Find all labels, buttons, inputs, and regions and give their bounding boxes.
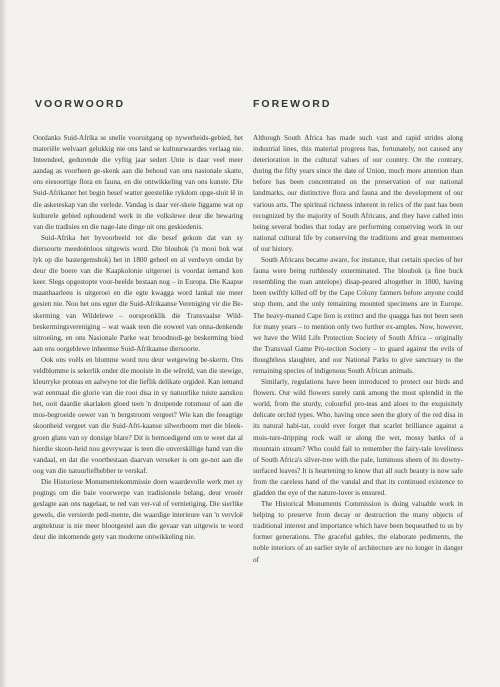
paragraph: Oordanks Suid-Afrika se snelle vooruitgang op nywerheids-gebied, het materiële welvaart gelukkig nie ons land se kultuurwaardes verlaag nie. Inteendeel, gedurende die vyftig jaar sedert Unie is daar veel meer aandag as voorheen ge-skenk aan die behoud van ons nasionale skatte, ons eiesoortige flora en fauna, en die ontwikkeling van ons kunste. Die Suid-Afrikaner het begin besef watter geestelike rykdom opge-sluit lê in die asketeskap van die verlede. Vandag is daar ver-skeie liggame wat op kulturele gebied ophoudend werk in die volkslewe deur die bewaring van die tradisies en die nage-late dinge uit ons geskiedenis. <box>33 134 243 231</box>
paragraph: The Historical Monuments Commission is doing valuable work in helping to preserve from decay or destruction the many objects of traditional interest and importance which have been bequeathed to us by former generations. The graceful gables, the elaborate pediments, the noble interiors of an earlier style of architecture are no longer in danger of <box>253 500 463 564</box>
page-gutter-shadow <box>0 0 7 687</box>
paragraph: Suid-Afrika het byvoorbeeld tot die besef gekom dat van sy diersoorte meedoënloos uitgewis word. Die bloubok ('n mooi bok wat lyk op die bastergemsbok) het in 1800 geheel en al verdwyn omdat hy deur die boere van die Kaapkolonie uitgeroei is voordat iemand kon keer. Slegs opgestopte voor-beelde bestaan nog – in Europa. Die Kaapse maanhaarleeu is uitgeroei en die egte kwagga word lankal nie meer gesien nie. Nou het ons egter die Suid-Afrikaanse Vereniging vir die Be-skerming van Wildelewe – oorspronklik die Transvaalse Wild-beskermingsvereniging – wat waak teen die eoweel van onna-denkende uitroeiing, en ons Nasionale Parke wat broodnodi-ge beskerming bied aan ons oorgeblewe inheemse Suid-Afrikaanse diersoorte. <box>33 233 243 353</box>
paragraph: Die Historiese Monumentekommissie doen waardevolle werk met sy pogings om die baie voorwerpe van tradisionele belang, deur vroeër geslagte aan ons nagelaat, te red van ver-val of vernietiging. Die sierlike gewels, die versierde pedi-mente, die waardige interieure van 'n vervloë argitektuur is nie meer blootgestel aan die gevaar van uitgewis te word deur die inkomende gety van moderne ontwikkeling nie. <box>33 477 243 542</box>
afrikaans-column <box>33 133 243 543</box>
heading-afrikaans: VOORWOORD <box>35 98 126 110</box>
paragraph: Ook ons voëls en blomme word nou deur wetgewing be-skerm. Ons veldblomme is sekerlik onder die mooiste in die wêreld, van die stewige, kleurryke proteas en aalwyne tot die lieflik delikate orgideë. Kan iemand wat eenmaal die glorie van die rooi disa in sy natuurlike tuiste aanskou het, ooit daardie skarlaken gloed teen 'n druipende rotsmuur of aan die mos-begroeide oewer van 'n bergstroom vergeet? Wie kan die feeagtige skoonheid vergeet van die Suid-Afri-kaanse silwerboom met die bleek-groen glans van sy donsige blare? Dit is bemoedigend om te weet dat al hierdie skoon-heid nou gevrywaar is teen die onverskillige hand van die vandaal, en dat die voortbestaan daarvan verseker is om ge-not aan die oog van die natuurliefhebber te verskaf. <box>33 355 243 475</box>
paragraph: Similarly, regulations have been introduced to protect our birds and flowers. Our wild flowers surely rank among the most splendid in the world, from the sturdy, colourful pro-teas and aloes to the exquisitely delicate orchid types. Who, having once seen the glory of the red disa in its natural habi-tat, could ever forget that scarlet brilliance against a mois-ture-dripping rock wall or along the wet, mossy banks of a mountain stream? Who could fail to remember the fairy-tale loveliness of South Africa's silver-tree with the pale, luminous sheen of its downy-surfaced leaves? It is heartening to know that all such beauty is now safe from the careless hand of the vandal and that its continued existence to gladden the eye of the nature-lover is ensured. <box>253 378 463 497</box>
heading-english: FOREWORD <box>253 98 332 110</box>
paragraph: Although South Africa has made such vast and rapid strides along industrial lines, this material progress has, fortunately, not caused any deterioration in the cultural values of our country. On the contrary, during the fifty years since the date of Union, much more attention than before has been concentrated on the preservation of our national landmarks, our distinctive flora and fauna and the development of our various arts. The spiritual richness inherent in relics of the past has been recognized by the majority of South Africans, and they have called into being several bodies that today are performing conserving work in our national cultural life by conserving the traditions and great mementoes of our history. <box>253 134 463 253</box>
paragraph: South Africans became aware, for instance, that certain species of her fauna were being ruthlessly exterminated. The bloubok (a fine buck resembling the roan antelope) disap-peared altogether in 1800, having been swiftly killed off by the Cape Colony farmers before anyone could stop them, and the only remaining mounted specimens are in Europe. The heavy-maned Cape lion is extinct and the quagga has not been seen for many years – to mention only two further ex-amples. Now, however, we have the Wild Life Protection Society of South Africa – originally the Transvaal Game Pro-tection Society – to guard against the evils of thoughtless slaughter, and our National Parks to give sanctuary to the remaining species of indigenous South African animals. <box>253 256 463 375</box>
english-column <box>253 133 463 566</box>
